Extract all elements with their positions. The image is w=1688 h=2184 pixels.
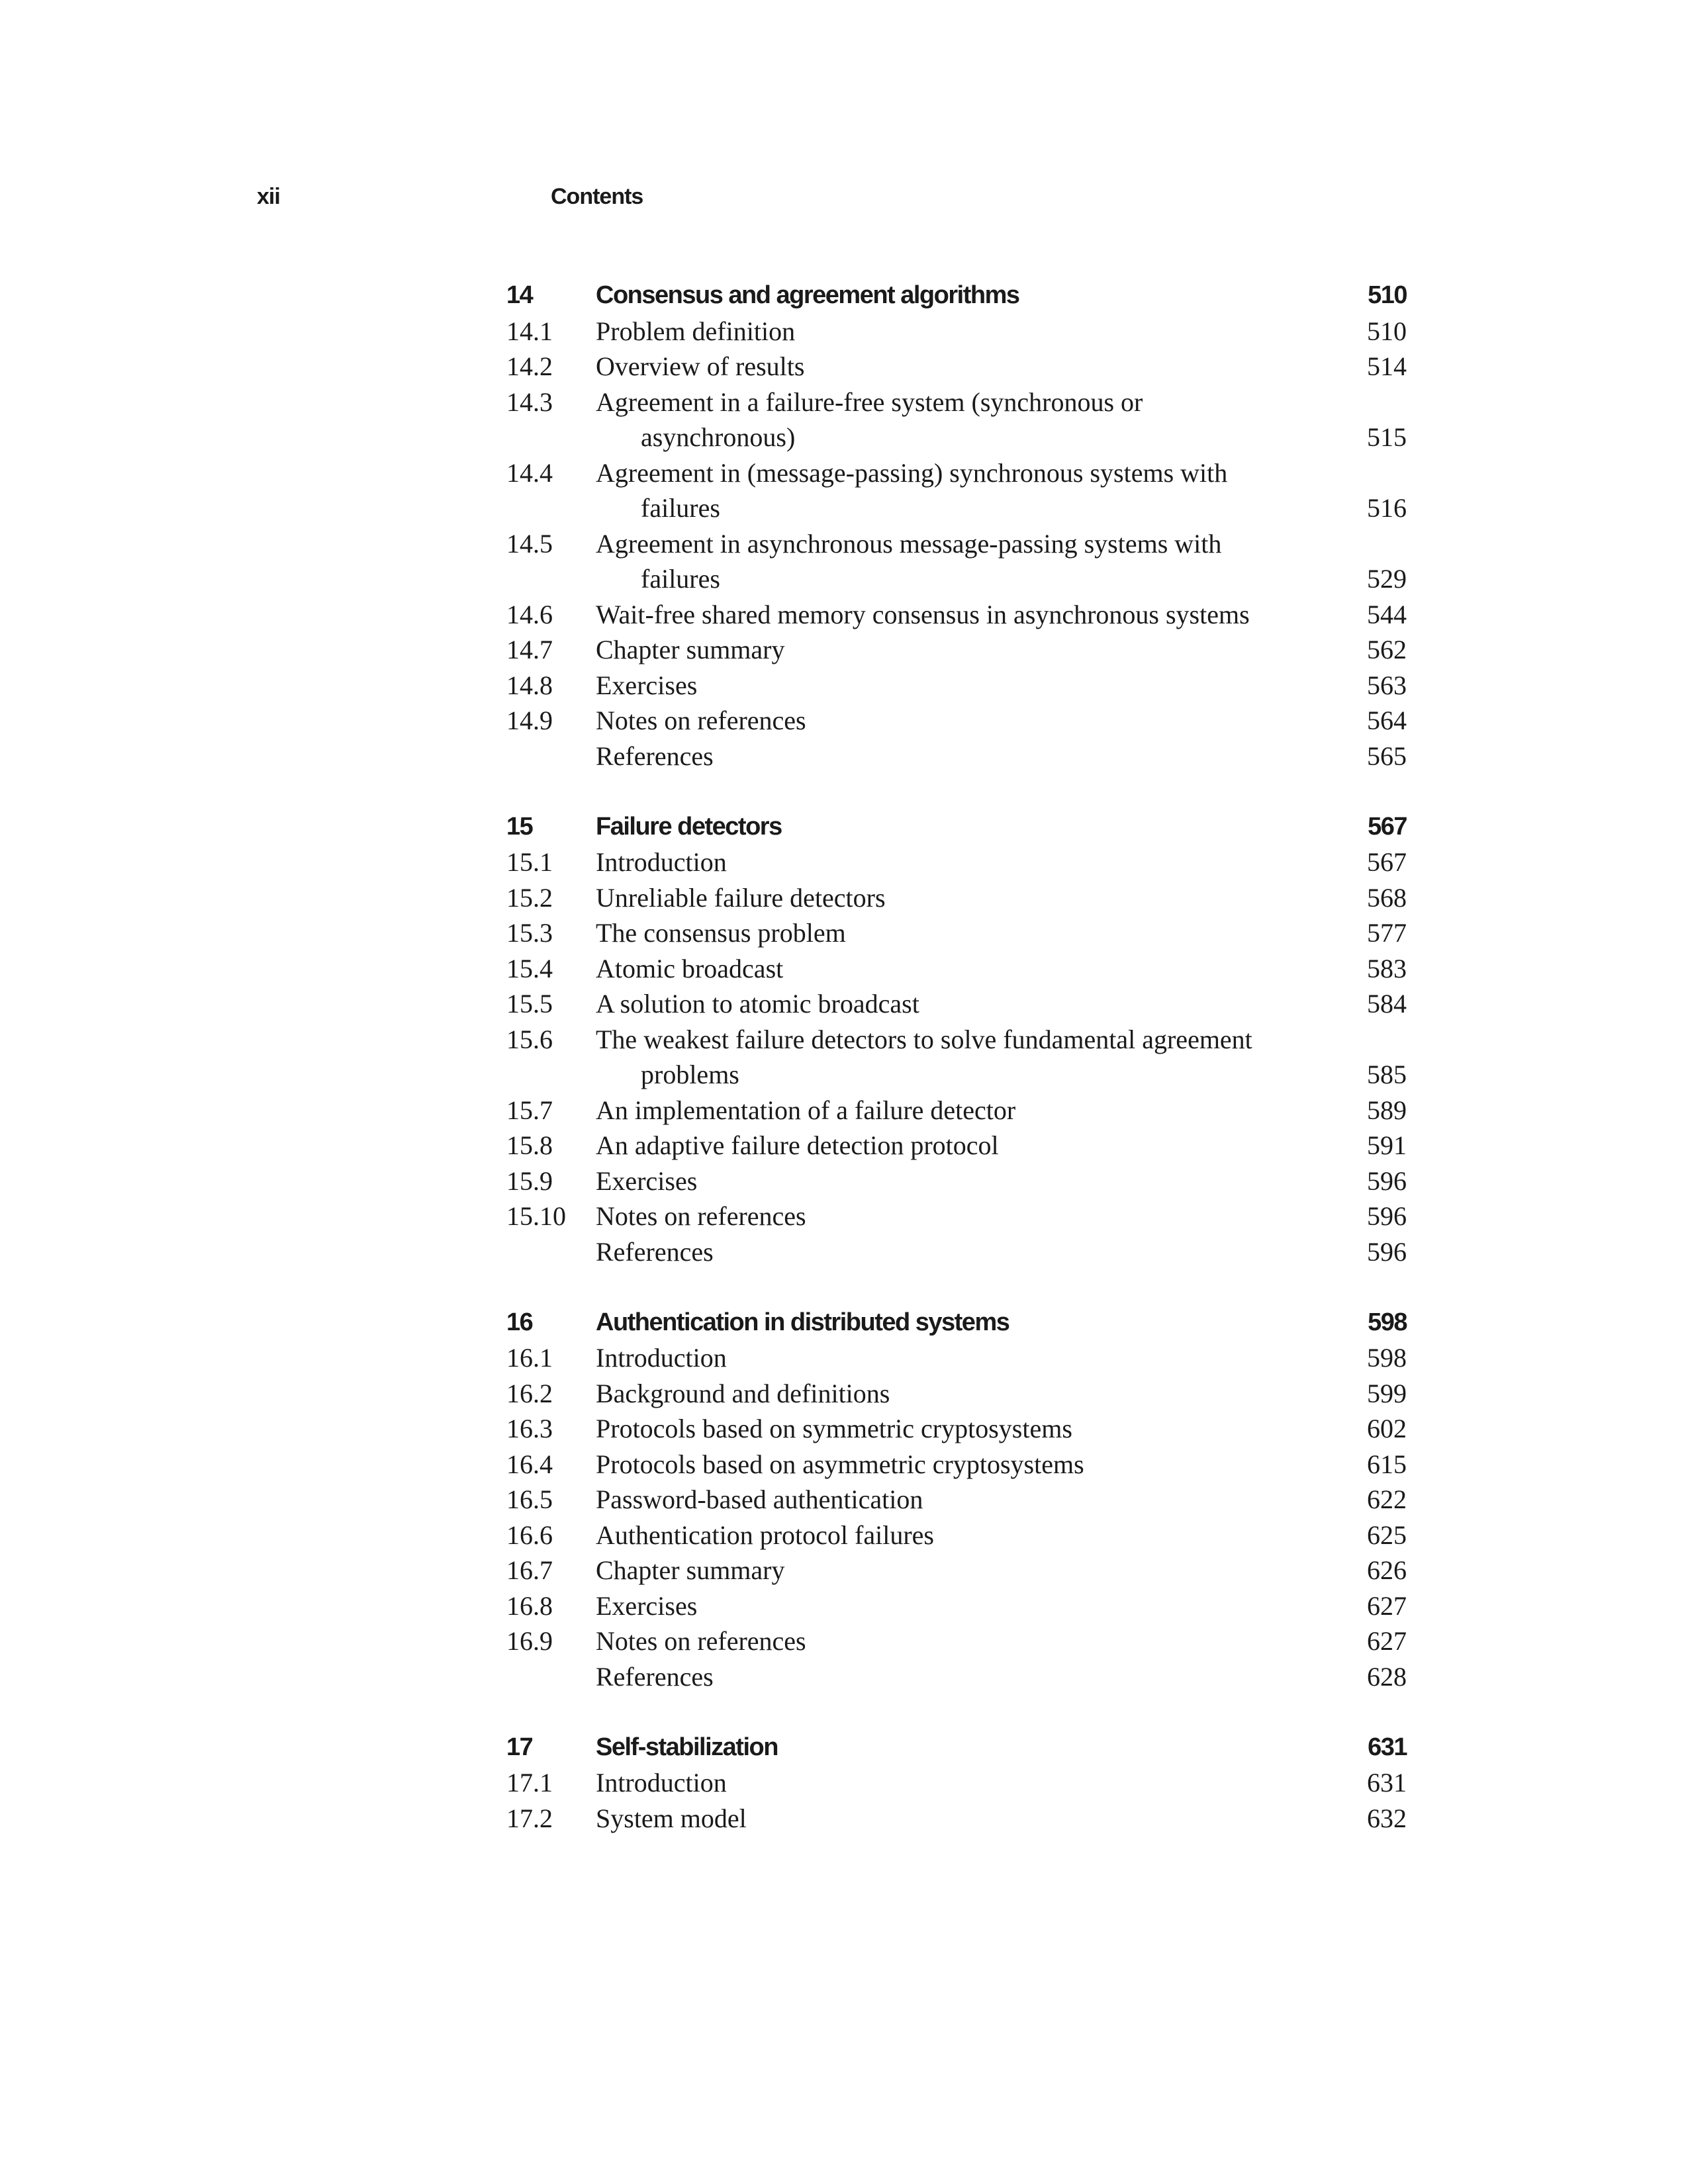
toc-section-entry-continuation[interactable] xyxy=(506,420,1407,455)
toc-section-entry-continuation[interactable] xyxy=(506,1057,1407,1093)
section-page-number: 626 xyxy=(1367,1555,1407,1585)
section-page-number: 584 xyxy=(1367,989,1407,1019)
section-title: Introduction xyxy=(596,847,727,877)
toc-section-entry[interactable] xyxy=(506,703,1407,739)
section-page-number: 631 xyxy=(1367,1768,1407,1797)
section-title: Agreement in (message-passing) synchronous systems with xyxy=(596,457,1228,488)
section-title: References xyxy=(596,1236,714,1267)
toc-chapter-heading[interactable] xyxy=(506,1730,1407,1766)
toc-section-entry[interactable] xyxy=(506,1765,1407,1801)
section-number: 15.8 xyxy=(506,1130,553,1160)
toc-section-entry[interactable] xyxy=(506,1199,1407,1234)
section-number: 15.10 xyxy=(506,1201,566,1231)
section-number: 14.8 xyxy=(506,670,553,700)
section-page-number: 628 xyxy=(1367,1661,1407,1692)
section-title: Protocols based on symmetric cryptosystems xyxy=(596,1414,1072,1443)
section-page-number: 632 xyxy=(1367,1803,1407,1833)
toc-chapter-heading[interactable] xyxy=(506,809,1407,845)
section-page-number: 515 xyxy=(1367,422,1407,452)
toc-section-entry[interactable] xyxy=(506,1376,1407,1412)
toc-section-entry[interactable] xyxy=(506,1659,1407,1695)
section-title: failures xyxy=(641,493,720,523)
section-title: failures xyxy=(641,564,720,594)
toc-section-entry[interactable] xyxy=(506,1447,1407,1482)
section-number: 15.2 xyxy=(506,882,553,913)
chapter-page-number: 631 xyxy=(1368,1733,1407,1761)
section-number: 14.2 xyxy=(506,351,553,381)
chapter-title: Self-stabilization xyxy=(596,1733,778,1761)
toc-section-entry[interactable] xyxy=(506,1482,1407,1518)
page-folio: xii xyxy=(257,184,280,209)
section-page-number: 627 xyxy=(1367,1626,1407,1656)
section-title: Password-based authentication xyxy=(596,1484,923,1514)
section-number: 15.3 xyxy=(506,918,553,948)
section-page-number: 602 xyxy=(1367,1414,1407,1443)
chapter-number: 14 xyxy=(506,281,533,309)
section-title: problems xyxy=(641,1060,739,1089)
toc-section-entry[interactable] xyxy=(506,1518,1407,1553)
running-head-title: Contents xyxy=(551,184,643,209)
section-number: 14.1 xyxy=(506,316,553,346)
section-title: Wait-free shared memory consensus in asynchronous systems xyxy=(596,599,1250,629)
section-number: 14.5 xyxy=(506,528,553,559)
toc-section-entry[interactable] xyxy=(506,1128,1407,1163)
chapter-page-number: 510 xyxy=(1368,281,1407,309)
section-title: Exercises xyxy=(596,1165,698,1196)
toc-chapter-heading[interactable] xyxy=(506,278,1407,314)
table-of-contents xyxy=(506,278,1407,1836)
chapter-number: 15 xyxy=(506,812,533,841)
toc-section-entry[interactable] xyxy=(506,880,1407,916)
section-title: Chapter summary xyxy=(596,635,785,664)
toc-section-entry[interactable] xyxy=(506,1163,1407,1199)
toc-section-entry[interactable] xyxy=(506,915,1407,951)
toc-section-entry[interactable] xyxy=(506,844,1407,880)
section-page-number: 583 xyxy=(1367,953,1407,983)
section-page-number: 596 xyxy=(1367,1236,1407,1267)
toc-section-entry[interactable] xyxy=(506,668,1407,704)
toc-section-entry[interactable] xyxy=(506,1801,1407,1837)
section-number: 14.7 xyxy=(506,635,553,664)
section-title: The consensus problem xyxy=(596,918,846,948)
section-page-number: 568 xyxy=(1367,882,1407,913)
section-title: An adaptive failure detection protocol xyxy=(596,1130,999,1160)
toc-section-entry[interactable] xyxy=(506,1588,1407,1624)
section-title: Unreliable failure detectors xyxy=(596,882,886,913)
chapter-number: 16 xyxy=(506,1308,533,1336)
section-page-number: 627 xyxy=(1367,1590,1407,1621)
toc-section-entry[interactable] xyxy=(506,385,1407,420)
chapter-spacer xyxy=(506,1269,1407,1305)
toc-section-entry[interactable] xyxy=(506,1234,1407,1270)
section-title: Chapter summary xyxy=(596,1555,785,1585)
section-title: A solution to atomic broadcast xyxy=(596,989,919,1019)
toc-section-entry[interactable] xyxy=(506,1553,1407,1588)
section-title: An implementation of a failure detector xyxy=(596,1095,1016,1125)
section-number: 15.4 xyxy=(506,953,553,983)
section-title: Authentication protocol failures xyxy=(596,1520,934,1550)
section-title: System model xyxy=(596,1803,747,1833)
section-page-number: 544 xyxy=(1367,599,1407,629)
section-number: 16.4 xyxy=(506,1449,553,1479)
section-title: Protocols based on asymmetric cryptosystems xyxy=(596,1449,1084,1479)
toc-section-entry[interactable] xyxy=(506,1340,1407,1376)
toc-section-entry[interactable] xyxy=(506,1093,1407,1128)
section-page-number: 564 xyxy=(1367,705,1407,735)
section-title: References xyxy=(596,1661,714,1692)
chapter-title: Failure detectors xyxy=(596,812,782,841)
section-title: Overview of results xyxy=(596,351,805,381)
section-title: asynchronous) xyxy=(641,422,796,452)
section-number: 14.4 xyxy=(506,457,553,488)
section-number: 14.9 xyxy=(506,705,553,735)
toc-section-entry[interactable] xyxy=(506,597,1407,633)
toc-section-entry[interactable] xyxy=(506,526,1407,562)
section-title: Notes on references xyxy=(596,1201,806,1231)
section-number: 14.6 xyxy=(506,599,553,629)
section-page-number: 589 xyxy=(1367,1095,1407,1125)
chapter-spacer xyxy=(506,774,1407,809)
toc-section-entry[interactable] xyxy=(506,739,1407,774)
section-number: 16.3 xyxy=(506,1414,553,1443)
toc-section-entry[interactable] xyxy=(506,455,1407,491)
section-page-number: 599 xyxy=(1367,1378,1407,1408)
section-number: 16.6 xyxy=(506,1520,553,1550)
toc-chapter-heading[interactable] xyxy=(506,1305,1407,1341)
section-page-number: 596 xyxy=(1367,1201,1407,1231)
section-title: Agreement in asynchronous message-passing systems with xyxy=(596,528,1222,559)
section-number: 15.6 xyxy=(506,1024,553,1054)
section-number: 15.1 xyxy=(506,847,553,877)
section-title: Introduction xyxy=(596,1343,727,1373)
section-title: References xyxy=(596,741,714,771)
chapter-spacer xyxy=(506,1694,1407,1730)
section-number: 16.8 xyxy=(506,1590,553,1621)
section-page-number: 622 xyxy=(1367,1484,1407,1514)
running-head xyxy=(0,184,1688,217)
section-page-number: 516 xyxy=(1367,493,1407,523)
section-page-number: 563 xyxy=(1367,670,1407,700)
section-page-number: 598 xyxy=(1367,1343,1407,1373)
section-title: Problem definition xyxy=(596,316,796,346)
section-title: Atomic broadcast xyxy=(596,953,784,983)
section-page-number: 565 xyxy=(1367,741,1407,771)
section-number: 14.3 xyxy=(506,387,553,417)
section-number: 16.7 xyxy=(506,1555,553,1585)
toc-section-entry[interactable] xyxy=(506,986,1407,1022)
section-page-number: 529 xyxy=(1367,564,1407,594)
section-page-number: 625 xyxy=(1367,1520,1407,1550)
section-number: 16.2 xyxy=(506,1378,553,1408)
toc-section-entry[interactable] xyxy=(506,951,1407,987)
section-number: 17.1 xyxy=(506,1768,553,1797)
section-title: The weakest failure detectors to solve fundamental agreement xyxy=(596,1024,1252,1054)
toc-section-entry[interactable] xyxy=(506,1411,1407,1447)
section-title: Background and definitions xyxy=(596,1378,890,1408)
section-title: Introduction xyxy=(596,1768,727,1797)
section-number: 17.2 xyxy=(506,1803,553,1833)
chapter-page-number: 598 xyxy=(1368,1308,1407,1336)
section-number: 15.5 xyxy=(506,989,553,1019)
section-page-number: 510 xyxy=(1367,316,1407,346)
section-page-number: 514 xyxy=(1367,351,1407,381)
toc-section-entry-continuation[interactable] xyxy=(506,561,1407,597)
section-title: Exercises xyxy=(596,1590,698,1621)
section-title: Notes on references xyxy=(596,1626,806,1656)
section-number: 16.9 xyxy=(506,1626,553,1656)
toc-section-entry[interactable] xyxy=(506,632,1407,668)
chapter-title: Authentication in distributed systems xyxy=(596,1308,1009,1336)
section-page-number: 577 xyxy=(1367,918,1407,948)
section-page-number: 591 xyxy=(1367,1130,1407,1160)
section-number: 16.5 xyxy=(506,1484,553,1514)
section-page-number: 585 xyxy=(1367,1060,1407,1089)
section-page-number: 596 xyxy=(1367,1165,1407,1196)
chapter-number: 17 xyxy=(506,1733,533,1761)
toc-section-entry-continuation[interactable] xyxy=(506,490,1407,526)
chapter-title: Consensus and agreement algorithms xyxy=(596,281,1019,309)
section-number: 15.7 xyxy=(506,1095,553,1125)
chapter-page-number: 567 xyxy=(1368,812,1407,841)
toc-section-entry[interactable] xyxy=(506,314,1407,349)
section-page-number: 562 xyxy=(1367,635,1407,664)
section-title: Notes on references xyxy=(596,705,806,735)
toc-section-entry[interactable] xyxy=(506,349,1407,385)
section-number: 16.1 xyxy=(506,1343,553,1373)
section-page-number: 567 xyxy=(1367,847,1407,877)
section-number: 15.9 xyxy=(506,1165,553,1196)
section-title: Exercises xyxy=(596,670,698,700)
toc-section-entry[interactable] xyxy=(506,1623,1407,1659)
toc-section-entry[interactable] xyxy=(506,1022,1407,1058)
section-title: Agreement in a failure-free system (synchronous or xyxy=(596,387,1143,417)
section-page-number: 615 xyxy=(1367,1449,1407,1479)
